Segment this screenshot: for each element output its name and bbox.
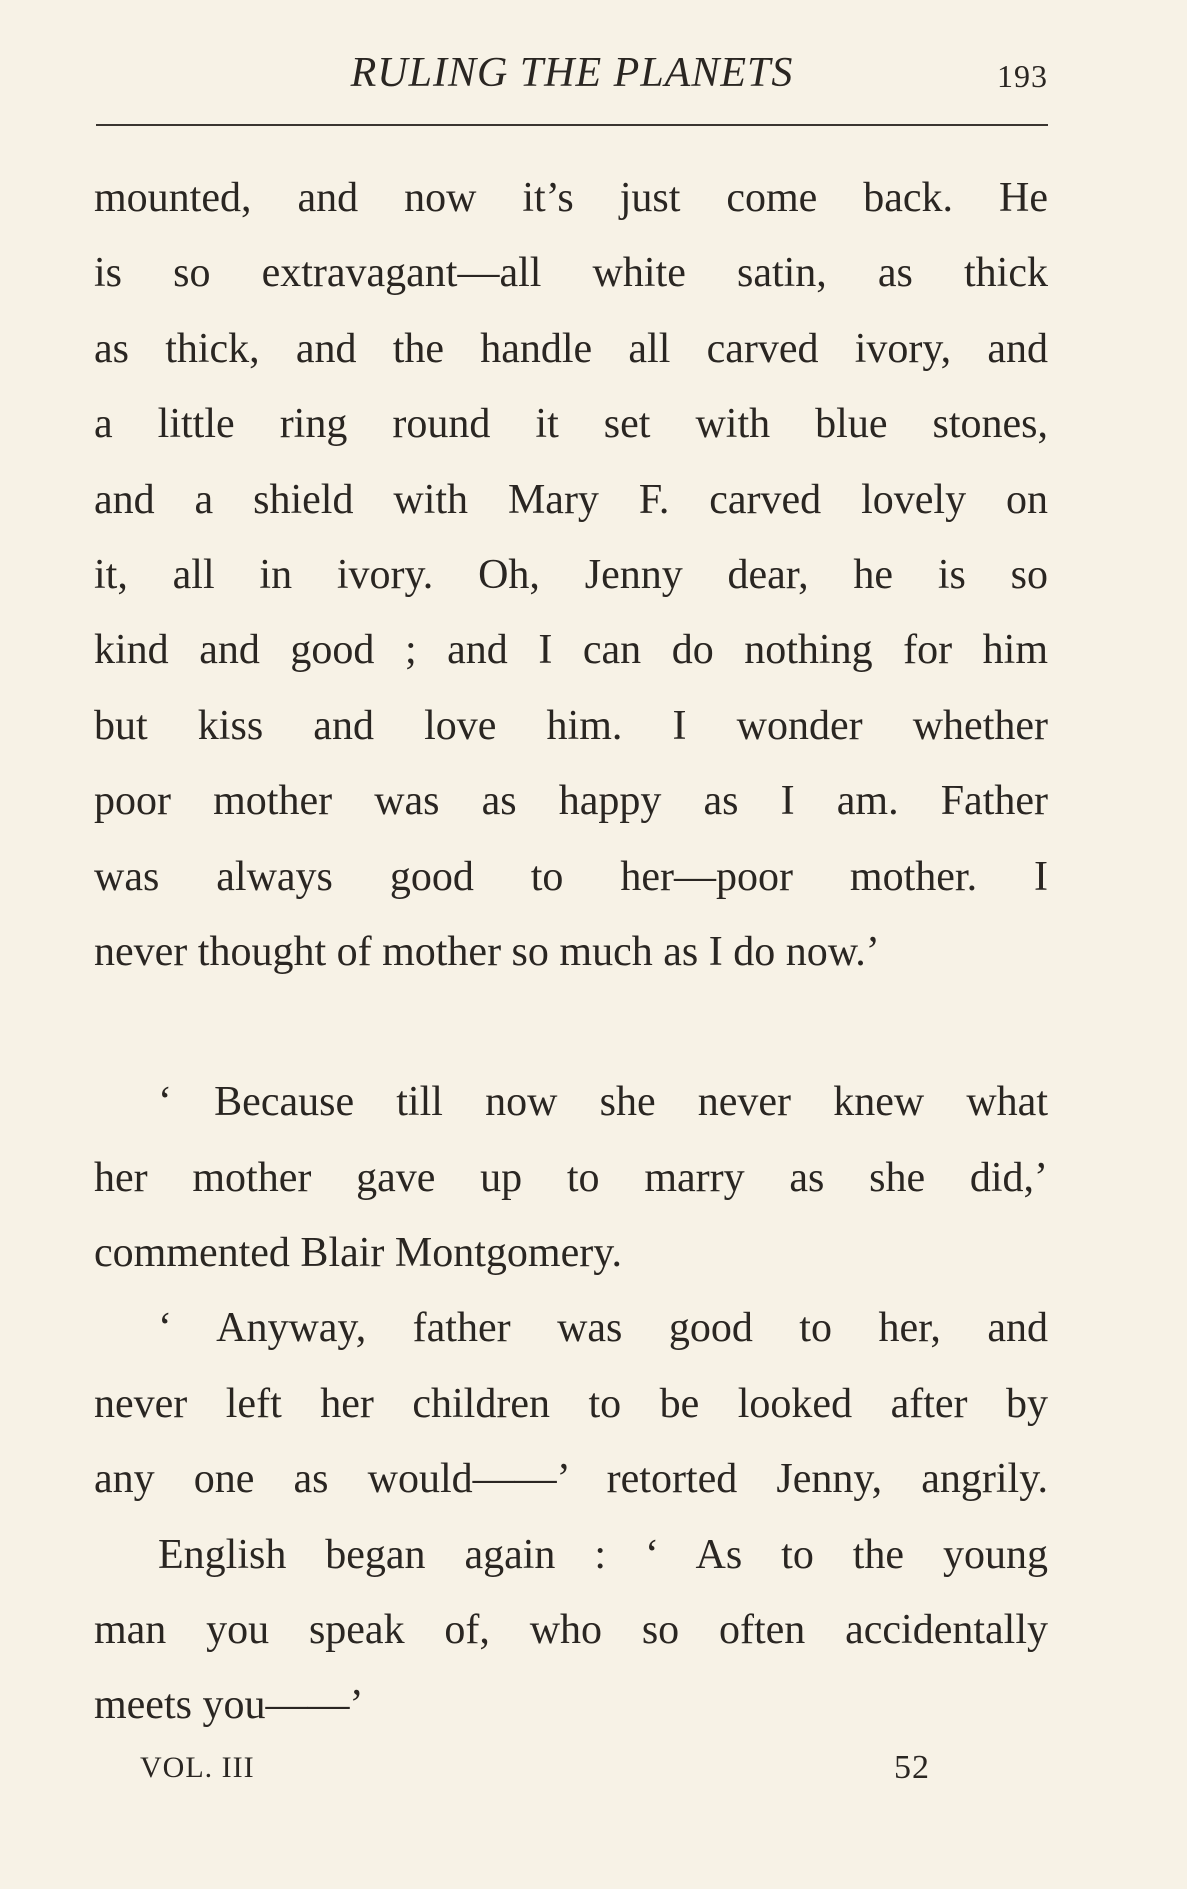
text-line: commented Blair Montgomery.	[94, 1230, 622, 1277]
text-line: it, all in ivory. Oh, Jenny dear, he is so	[94, 551, 1048, 598]
text-line: meets you——’	[94, 1682, 364, 1729]
text-line: as thick, and the handle all carved ivory, and	[94, 325, 1048, 372]
text-line: never thought of mother so much as I do now.’	[94, 928, 880, 975]
volume-mark: VOL. III	[140, 1751, 255, 1784]
text-line: her mother gave up to marry as she did,’	[94, 1154, 1048, 1201]
paragraph-3	[94, 1291, 1048, 1517]
text-line: a little ring round it set with blue stones,	[94, 401, 1048, 448]
text-line: ‘ Because till now she never knew what	[158, 1079, 1048, 1126]
text-line: was always good to her—poor mother. I	[94, 853, 1048, 900]
body-text	[94, 161, 1048, 1744]
text-line: poor mother was as happy as I am. Father	[94, 778, 1048, 825]
text-line: English began again : ‘ As to the young	[158, 1531, 1048, 1578]
header-rule	[96, 124, 1048, 126]
text-line: mounted, and now it’s just come back. He	[94, 175, 1048, 221]
signature-mark: 52	[894, 1749, 930, 1786]
text-line: ‘ Anyway, father was good to her, and	[158, 1305, 1048, 1352]
running-title: RULING THE PLANETS	[350, 50, 794, 96]
text-line: man you speak of, who so often accidentally	[94, 1607, 1048, 1654]
text-line: never left her children to be looked after by	[94, 1380, 1048, 1427]
text-line: kind and good ; and I can do nothing for him	[94, 627, 1048, 674]
text-line: any one as would——’ retorted Jenny, angrily.	[94, 1456, 1048, 1503]
paragraph-2	[94, 1065, 1048, 1291]
paragraph-4	[94, 1518, 1048, 1744]
paragraph-gap	[94, 990, 1048, 1065]
paragraph-1	[94, 161, 1048, 990]
text-line: but kiss and love him. I wonder whether	[94, 702, 1048, 749]
running-head	[96, 48, 1048, 98]
text-line: and a shield with Mary F. carved lovely on	[94, 476, 1048, 523]
page-number: 193	[997, 58, 1048, 94]
text-line: is so extravagant—all white satin, as thick	[94, 250, 1048, 297]
